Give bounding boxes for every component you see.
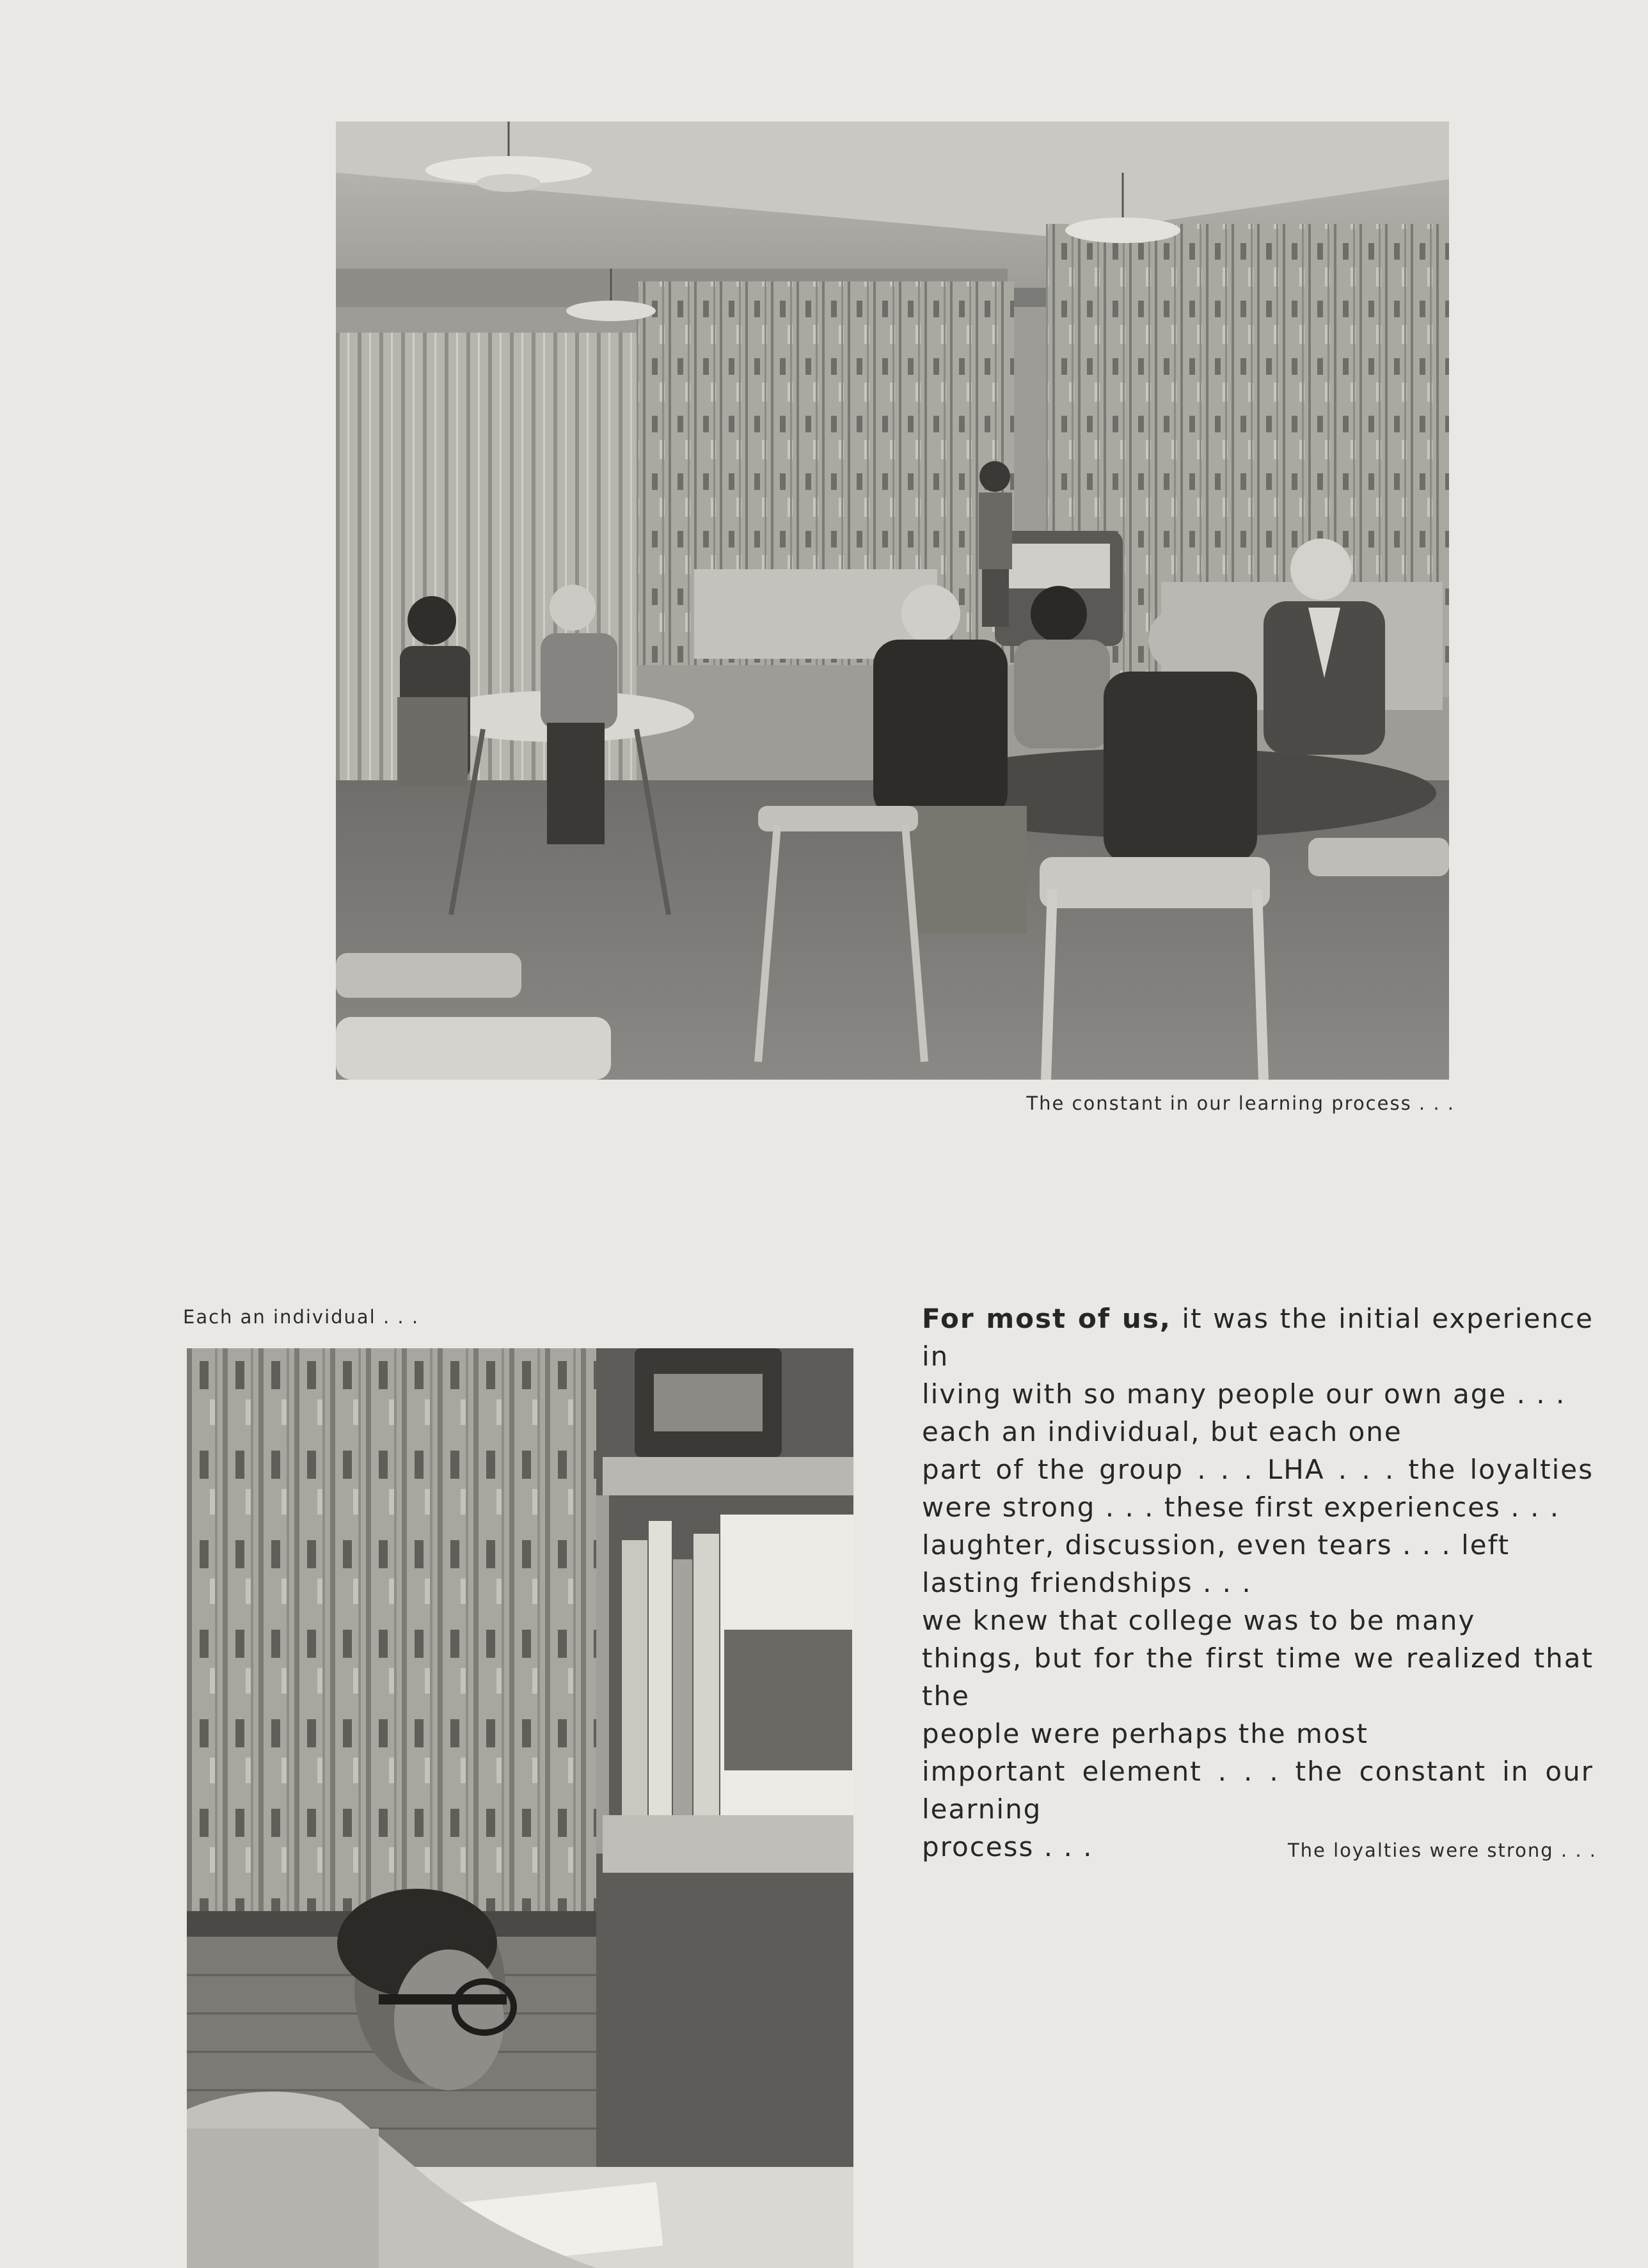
essay-line-8: we knew that college was to be many — [922, 1605, 1476, 1636]
essay-line-2: living with so many people our own age . . . — [922, 1378, 1566, 1410]
essay-lead: For most of us, — [922, 1303, 1171, 1334]
essay-text — [922, 1300, 1594, 1866]
essay-line-12: process . . . — [922, 1831, 1093, 1862]
lounge-photo — [336, 122, 1449, 1080]
lounge-caption: The constant in our learning process . . . — [1026, 1092, 1455, 1114]
essay-line-6: laughter, discussion, even tears . . . left — [922, 1529, 1510, 1561]
essay-line-1-rest: it was the initial experience in — [922, 1303, 1594, 1372]
essay-line-4: part of the group . . . LHA . . . the loyalties — [922, 1454, 1594, 1485]
individual-caption: Each an individual . . . — [183, 1306, 420, 1328]
essay-line-11: important element . . . the constant in our learning — [922, 1756, 1594, 1825]
essay-line-7: lasting friendships . . . — [922, 1567, 1252, 1598]
loyalties-caption: The loyalties were strong . . . — [1287, 1839, 1597, 1861]
essay-line-9: things, but for the first time we realized that the — [922, 1642, 1594, 1712]
study-photo — [187, 1348, 853, 2268]
essay-line-3: each an individual, but each one — [922, 1416, 1402, 1447]
essay-line-5: were strong . . . these first experiences . . . — [922, 1492, 1560, 1523]
essay-line-1 — [922, 1300, 1594, 1375]
study-photo-illustration — [187, 1348, 853, 2268]
essay-line-10: people were perhaps the most — [922, 1718, 1368, 1749]
lounge-photo-illustration — [336, 122, 1449, 1080]
